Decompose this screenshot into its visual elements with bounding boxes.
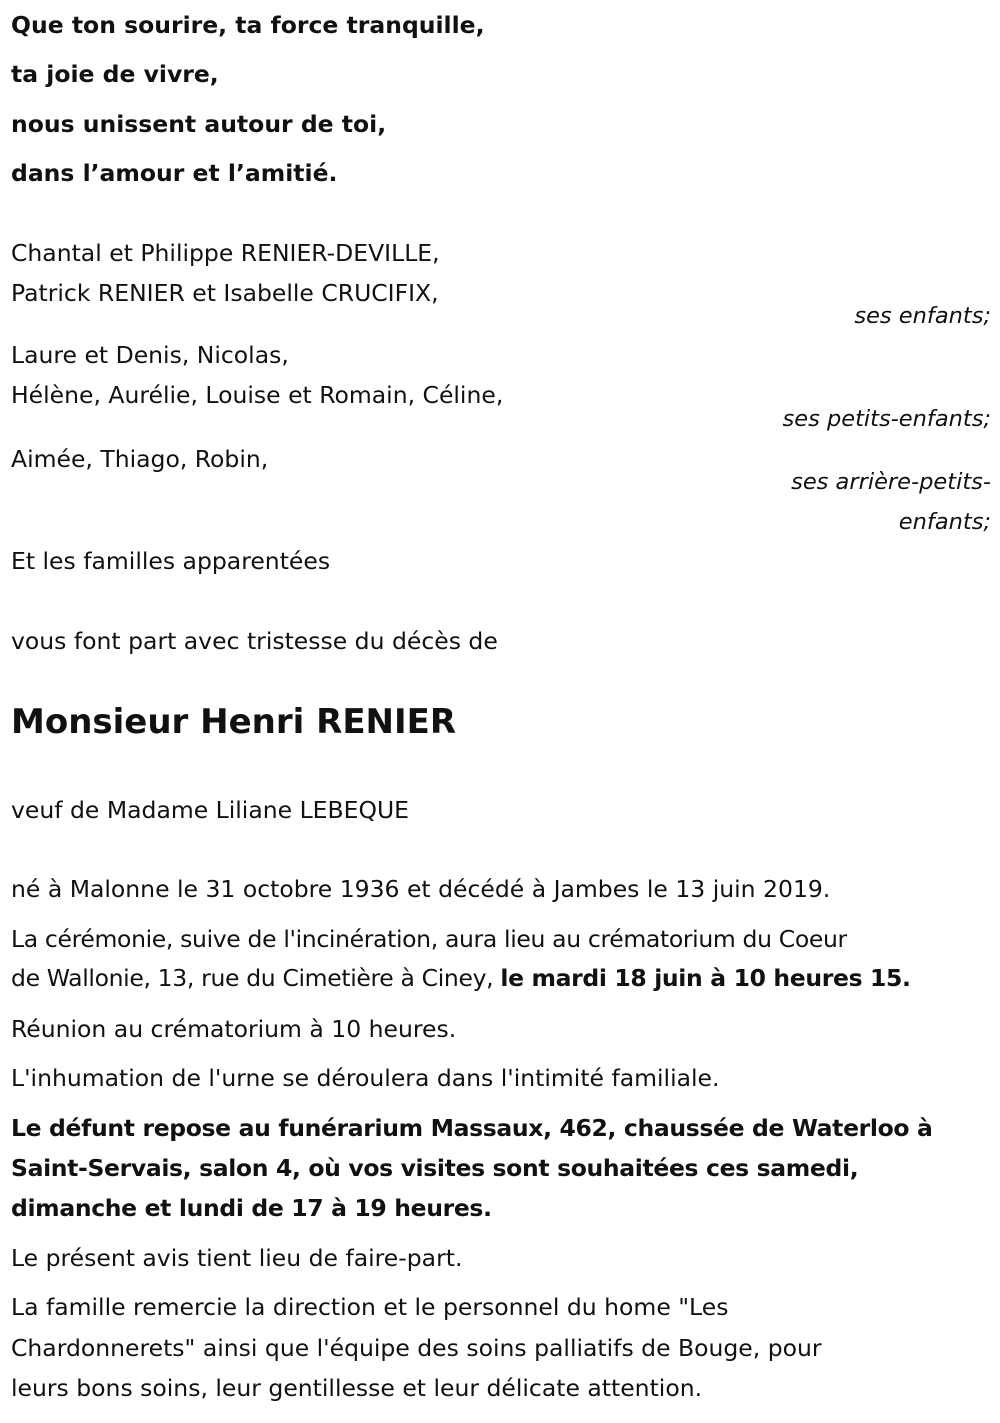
visitation-line: Saint-Servais, salon 4, où vos visites sont souhaitées ces samedi, — [11, 1154, 859, 1182]
ceremony-date: le mardi 18 juin à 10 heures 15. — [500, 964, 911, 992]
poem-line: ta joie de vivre, — [11, 60, 219, 88]
poem-line: Que ton sourire, ta force tranquille, — [11, 11, 485, 39]
birth-death-line: né à Malonne le 31 octobre 1936 et décédé à Jambes le 13 juin 2019. — [11, 875, 831, 903]
ceremony-place: de Wallonie, 13, rue du Cimetière à Ciney, — [11, 964, 501, 992]
grandchildren-role: ses petits-enfants; — [782, 406, 991, 432]
great-grandchildren-role: ses arrière-petits- — [791, 469, 991, 495]
notice-line: Le présent avis tient lieu de faire-part. — [11, 1244, 463, 1272]
ceremony-line: La cérémonie, suive de l'incinération, aura lieu au crématorium du Coeur — [11, 925, 847, 953]
poem-line: dans l’amour et l’amitié. — [11, 159, 338, 187]
thanks-line: leurs bons soins, leur gentillesse et leur délicate attention. — [11, 1374, 703, 1402]
great-grandchildren-role: enfants; — [898, 509, 991, 535]
ceremony-line — [11, 964, 911, 992]
children-role: ses enfants; — [854, 303, 991, 329]
deceased-name: Monsieur Henri RENIER — [11, 702, 457, 742]
children-name-line: Chantal et Philippe RENIER-DEVILLE, — [11, 239, 440, 267]
great-grandchildren-name-line: Aimée, Thiago, Robin, — [11, 445, 269, 473]
burial-line: L'inhumation de l'urne se déroulera dans l'intimité familiale. — [11, 1064, 720, 1092]
grandchildren-name-line: Hélène, Aurélie, Louise et Romain, Céline, — [11, 381, 504, 409]
visitation-line: dimanche et lundi de 17 à 19 heures. — [11, 1194, 492, 1222]
widower-line: veuf de Madame Liliane LEBEQUE — [11, 796, 410, 824]
meeting-line: Réunion au crématorium à 10 heures. — [11, 1015, 457, 1043]
children-name-line: Patrick RENIER et Isabelle CRUCIFIX, — [11, 279, 439, 307]
thanks-line: La famille remercie la direction et le personnel du home "Les — [11, 1293, 729, 1321]
grandchildren-name-line: Laure et Denis, Nicolas, — [11, 341, 289, 369]
poem-line: nous unissent autour de toi, — [11, 110, 387, 138]
families-line: Et les familles apparentées — [11, 547, 331, 575]
thanks-line: Chardonnerets" ainsi que l'équipe des soins palliatifs de Bouge, pour — [11, 1334, 822, 1362]
announcement-line: vous font part avec tristesse du décès de — [11, 627, 498, 655]
visitation-line: Le défunt repose au funérarium Massaux, 462, chaussée de Waterloo à — [11, 1114, 933, 1142]
